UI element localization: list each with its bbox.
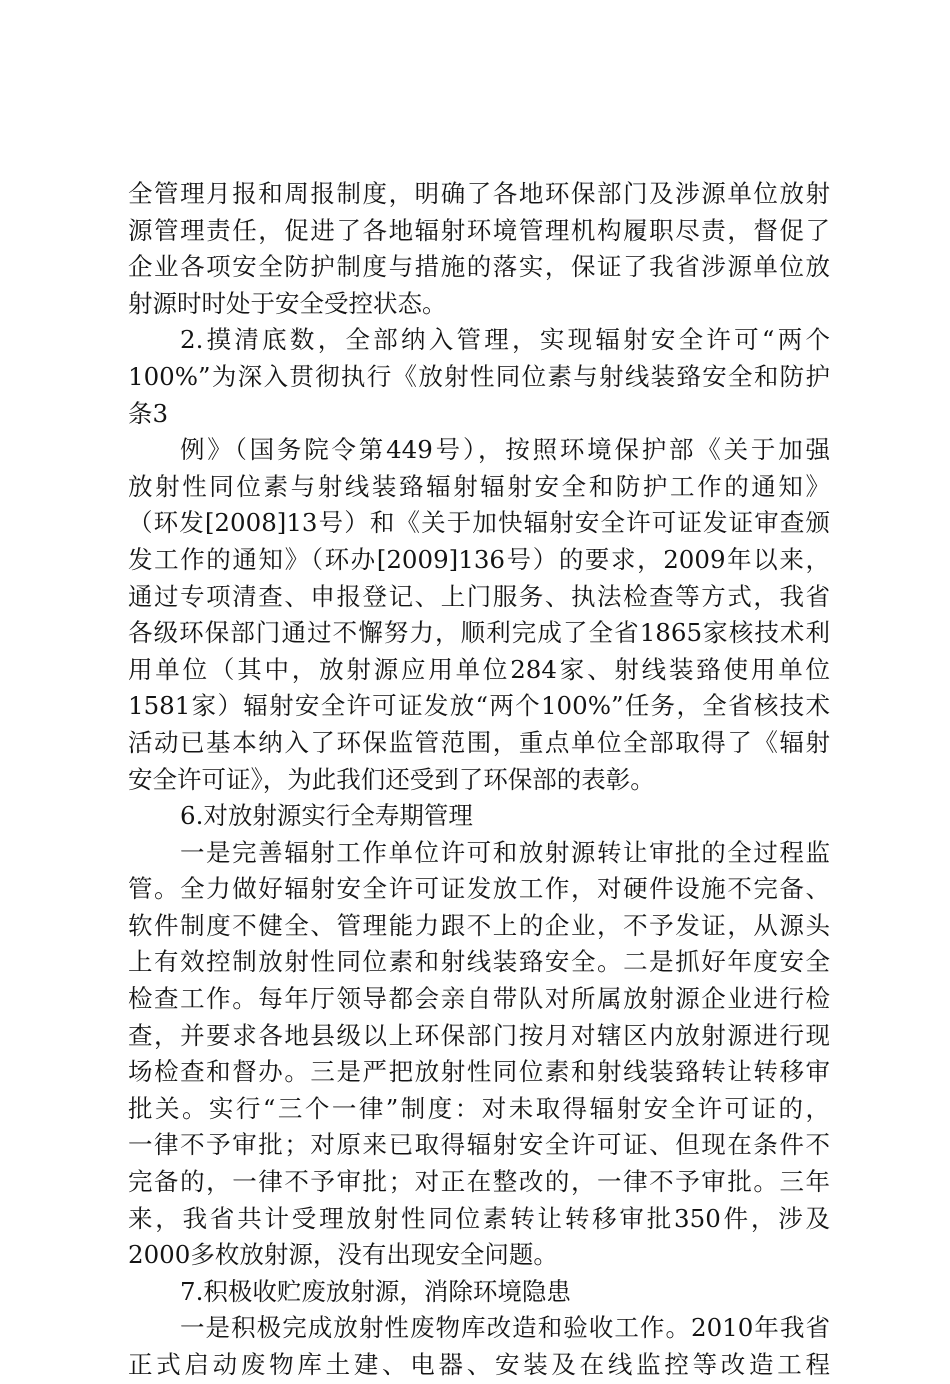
text-line: 6.对放射源实行全寿期管理 [180,801,473,831]
text-line: 全管理月报和周报制度，明确了各地环保部门及涉源单位放射 [128,179,830,208]
text-line: 管。全力做好辐射安全许可证发放工作，对硬件设施不完备、 [128,874,830,904]
text-line: 批关。实行“三个一律”制度：对未取得辐射安全许可证的， [128,1093,830,1123]
text-line: 一是积极完成放射性废物库改造和验收工作。2010年我省 [180,1313,830,1343]
text-line: 例》（国务院令第449号），按照环境保护部《关于加强 [180,435,830,465]
text-line: 条3 [128,398,169,428]
text-line: 100%”为深入贯彻执行《放射性同位素与射线装臵安全和防护 [128,361,830,391]
text-line: 软件制度不健全、管理能力跟不上的企业，不予发证，从源头 [128,910,830,940]
text-line: 2000多枚放射源，没有出现安全问题。 [128,1240,558,1270]
text-line: 2.摸清底数，全部纳入管理，实现辐射安全许可“两个 [180,325,830,355]
text-line: 各级环保部门通过不懈努力，顺利完成了全省1865家核技术利 [128,618,830,648]
text-line: 一是完善辐射工作单位许可和放射源转让审批的全过程监 [180,837,830,867]
text-line: 源管理责任，促进了各地辐射环境管理机构履职尽责，督促了 [128,215,830,245]
text-line: （环发[2008]13号）和《关于加快辐射安全许可证发证审查颁 [128,508,830,538]
text-line: 放射性同位素与射线装臵辐射辐射安全和防护工作的通知》 [128,471,830,501]
text-line: 来，我省共计受理放射性同位素转让转移审批350件，涉及 [128,1203,830,1233]
text-line: 发工作的通知》（环办[2009]136号）的要求，2009年以来， [128,544,830,574]
document-body [128,176,830,1384]
text-line: 查，并要求各地县级以上环保部门按月对辖区内放射源进行现 [128,1020,830,1050]
text-line: 检查工作。每年厅领导都会亲自带队对所属放射源企业进行检 [128,984,830,1014]
text-line: 上有效控制放射性同位素和射线装臵安全。二是抓好年度安全 [128,947,830,977]
text-line: 企业各项安全防护制度与措施的落实，保证了我省涉源单位放 [128,252,830,282]
text-line: 通过专项清查、申报登记、上门服务、执法检查等方式，我省 [128,581,830,611]
text-line: 完备的，一律不予审批；对正在整改的，一律不予审批。三年 [128,1167,830,1197]
text-line: 场检查和督办。三是严把放射性同位素和射线装臵转让转移审 [128,1057,830,1087]
text-line: 1581家）辐射安全许可证发放“两个100%”任务，全省核技术 [128,691,830,721]
text-line: 7.积极收贮废放射源，消除环境隐患 [180,1276,571,1306]
text-line: 射源时时处于安全受控状态。 [128,288,447,318]
text-line: 用单位（其中，放射源应用单位284家、射线装臵使用单位 [128,654,830,684]
text-line: 一律不予审批；对原来已取得辐射安全许可证、但现在条件不 [128,1130,830,1160]
text-line: 正式启动废物库土建、电器、安装及在线监控等改造工程 [128,1350,830,1379]
text-line: 安全许可证》，为此我们还受到了环保部的表彰。 [128,764,655,794]
text-line: 活动已基本纳入了环保监管范围，重点单位全部取得了《辐射 [128,727,830,757]
